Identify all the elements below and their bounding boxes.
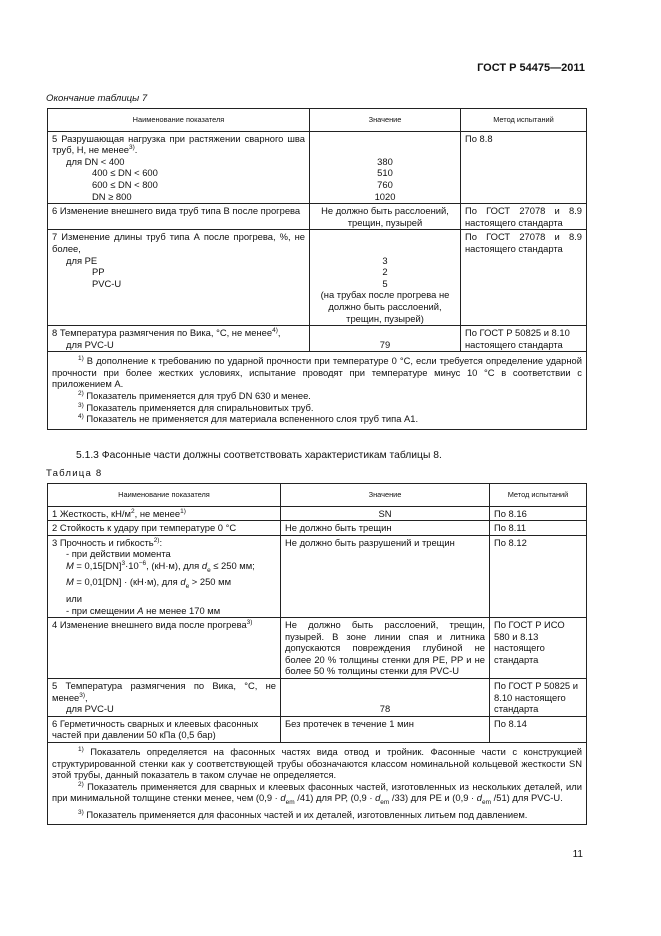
row-6-value: Не должно быть расслоений, трещин, пузырей bbox=[310, 204, 461, 230]
row-2-name: 2 Стойкость к удару при температуре 0 °С bbox=[48, 521, 281, 536]
table-8-footnotes bbox=[48, 743, 587, 825]
row-2-method: По 8.11 bbox=[490, 521, 587, 536]
document-code: ГОСТ Р 54475—2011 bbox=[477, 62, 585, 74]
column-header-name: Наименование показателя bbox=[48, 484, 281, 507]
footnote: $^{3)}$ Показатель применяется для фасонных частей и их деталей, изготовленных литьем под давлением. bbox=[78, 808, 528, 820]
table-row bbox=[48, 716, 587, 742]
row-3-method: По 8.12 bbox=[490, 535, 587, 617]
row-6-method: По ГОСТ 27078 и 8.9 настоящего стандарта bbox=[461, 204, 587, 230]
table-row bbox=[48, 326, 587, 352]
table-row bbox=[48, 535, 587, 617]
row-5-name: 5 Температура размягчения по Вика, °С, не менее$^{3)}$, для PVC-U bbox=[48, 679, 281, 717]
row-5-name: 5 Разрушающая нагрузка при растяжении сварного шва труб, Н, не менее$^{3)}$. для DN < 400 400 ≤ DN < 600 600 ≤ DN < 800 DN ≥ 800 bbox=[48, 131, 310, 204]
row-6-method: По 8.14 bbox=[490, 716, 587, 742]
row-1-value: SN bbox=[281, 506, 490, 521]
row-7-name: 7 Изменение длины труб типа А после прогрева, %, не более, для РЕ РР PVC-U bbox=[48, 230, 310, 326]
row-4-value: Не должно быть расслоений, трещин, пузырей. В зоне линии спая и литника допускаются повреждения глубиной не более 20 % толщины стенки для РЕ, РР и не более 50 % толщины стенки для PVC-U bbox=[281, 618, 490, 679]
row-1-name: 1 Жесткость, $кН/м^2$, не менее$^{1)}$ bbox=[48, 506, 281, 521]
row-7-method: По ГОСТ 27078 и 8.9 настоящего стандарта bbox=[461, 230, 587, 326]
row-5-value: 78 bbox=[281, 679, 490, 717]
page-number: 11 bbox=[572, 849, 583, 860]
table-row bbox=[48, 679, 587, 717]
column-header-name: Наименование показателя bbox=[48, 109, 310, 132]
table-7 bbox=[47, 108, 587, 430]
footnote: $^{2)}$ Показатель применяется для труб DN 630 и менее. bbox=[78, 390, 311, 402]
row-7-values: 3 2 5 (на трубах после прогрева не должно быть расслоений, трещин, пузырей) bbox=[310, 230, 461, 326]
row-6-name: 6 Изменение внешнего вида труб типа В после прогрева bbox=[48, 204, 310, 230]
row-3-name: 3 Прочность и гибкость$^{2)}$: - при действии момента $M = 0,15[DN]^3\cdot 10^{-6}$, (кН·м), для $d_e \le 250$ мм; M = 0,01[DN] · (кН·м), для $d_e > 250$ мм или - при смещении A не менее 170 мм bbox=[48, 535, 281, 617]
table-8 bbox=[47, 483, 587, 825]
table-7-caption: Окончание таблицы 7 bbox=[46, 93, 148, 104]
row-8-value: 79 bbox=[310, 326, 461, 352]
table-row bbox=[48, 506, 587, 521]
row-8-name: 8 Температура размягчения по Вика, °С, не менее$^{4)}$, для PVC-U bbox=[48, 326, 310, 352]
footnote: $^{2)}$ Показатель применяется для сварных и клеевых фасонных частей, изготовленных из нескольких деталей, или при минимальной толщине стенки менее, чем ($0,9 \cdot d_{em}$ /41) для РР, ($0,9 \cdot d_{em}$ /33) для РЕ и ($0,9 \cdot d_{em}$ /51) для PVC-U. bbox=[52, 780, 582, 807]
row-1-method: По 8.16 bbox=[490, 506, 587, 521]
column-header-value: Значение bbox=[281, 484, 490, 507]
row-4-method: По ГОСТ Р ИСО 580 и 8.13 настоящего стандарта bbox=[490, 618, 587, 679]
row-5-method: По ГОСТ Р 50825 и 8.10 настоящего стандарта bbox=[490, 679, 587, 717]
column-header-value: Значение bbox=[310, 109, 461, 132]
row-5-values: 380 510 760 1020 bbox=[310, 131, 461, 204]
table-8-header-row bbox=[48, 484, 587, 507]
footnote: $^{1)}$ В дополнение к требованию по ударной прочности при температуре 0 °С, если требуется определение ударной прочности при более жестких условиях, испытание проводят при температуре минус 10 °С в соответствии с приложением А. bbox=[52, 355, 582, 390]
row-8-method: По ГОСТ Р 50825 и 8.10 настоящего стандарта bbox=[461, 326, 587, 352]
footnote: $^{4)}$ Показатель не применяется для материала вспененного слоя труб типа А1. bbox=[78, 413, 419, 425]
table-7-header-row bbox=[48, 109, 587, 132]
table-row bbox=[48, 618, 587, 679]
footnote: $^{3)}$ Показатель применяется для спиральновитых труб. bbox=[78, 401, 314, 413]
table-8-caption: Таблица 8 bbox=[46, 468, 103, 479]
row-3-value: Не должно быть разрушений и трещин bbox=[281, 535, 490, 617]
table-7-footnotes bbox=[48, 352, 587, 430]
row-6-name: 6 Герметичность сварных и клеевых фасонных частей при давлении 50 кПа (0,5 бар) bbox=[48, 716, 281, 742]
row-2-value: Не должно быть трещин bbox=[281, 521, 490, 536]
row-5-method: По 8.8 bbox=[461, 131, 587, 204]
column-header-method: Метод испытаний bbox=[461, 109, 587, 132]
row-4-name: 4 Изменение внешнего вида после прогрева$^{3)}$ bbox=[48, 618, 281, 679]
row-6-value: Без протечек в течение 1 мин bbox=[281, 716, 490, 742]
footnote: $^{1)}$ Показатель определяется на фасонных частях вида отвод и тройник. Фасонные части с конструкцией структурированной стенки как у соответствующей трубы обозначаются классом номинальной кольцевой жесткости SN этой трубы, данный показатель в таком случае не определяется. bbox=[52, 746, 582, 781]
table-row bbox=[48, 521, 587, 536]
paragraph-5-1-3: 5.1.3 Фасонные части должны соответствовать характеристикам таблицы 8. bbox=[76, 450, 442, 461]
column-header-method: Метод испытаний bbox=[490, 484, 587, 507]
table-row bbox=[48, 204, 587, 230]
table-row bbox=[48, 230, 587, 326]
table-row bbox=[48, 131, 587, 204]
